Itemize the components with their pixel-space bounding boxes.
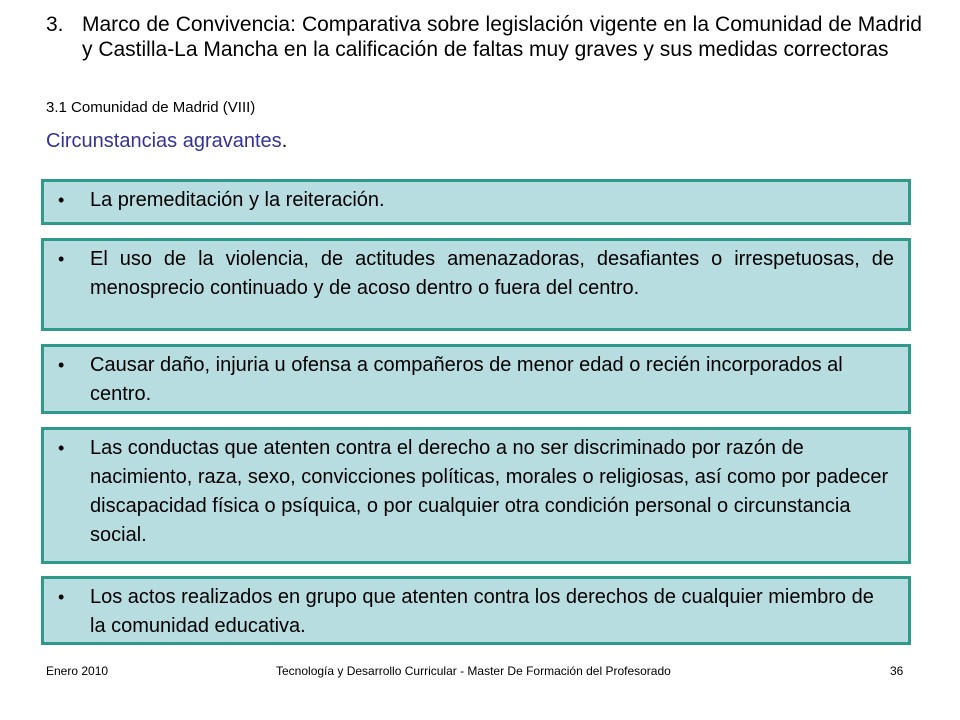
title-text: Marco de Convivencia: Comparativa sobre legislación vigente en la Comunidad de Madrid y Castilla-La Mancha en la calificación de faltas muy graves y sus medidas correctoras — [82, 13, 922, 61]
footer-page-number: 36 — [890, 664, 904, 678]
slide-title — [46, 12, 922, 62]
heading-text: Circunstancias agravantes — [46, 130, 282, 152]
bullet-text-2: El uso de la violencia, de actitudes amenazadoras, desafiantes o irrespetuosas, de menosprecio continuado y de acoso dentro o fuera del centro. — [90, 248, 894, 299]
bullet-text-1: La premeditación y la reiteración. — [90, 189, 385, 211]
bullet-icon: • — [58, 249, 65, 269]
section-heading — [46, 128, 287, 154]
bullet-icon: • — [58, 438, 65, 458]
bullet-box-2 — [41, 238, 911, 331]
bullet-text-4: Las conductas que atenten contra el derecho a no ser discriminado por razón de nacimiento, raza, sexo, convicciones políticas, morales o religiosas, así como por padecer discapacidad física o psíquica, o por cualquier otra condición personal o circunstancia social. — [90, 437, 889, 546]
footer-date: Enero 2010 — [46, 664, 109, 678]
bullet-icon: • — [58, 355, 65, 375]
title-number: 3. — [46, 13, 64, 36]
footer-course: Tecnología y Desarrollo Curricular - Master De Formación del Profesorado — [276, 664, 671, 678]
section-subtitle: 3.1 Comunidad de Madrid (VIII) — [46, 99, 256, 116]
heading-period: . — [281, 130, 288, 152]
bullet-box-1 — [41, 179, 911, 225]
bullet-icon: • — [58, 190, 65, 210]
bullet-text-5: Los actos realizados en grupo que atenten contra los derechos de cualquier miembro de la comunidad educativa. — [90, 586, 874, 637]
bullet-box-3 — [41, 344, 911, 414]
bullet-box-4 — [41, 427, 911, 564]
bullet-text-3: Causar daño, injuria u ofensa a compañeros de menor edad o recién incorporados al centro. — [90, 354, 843, 405]
bullet-box-5 — [41, 576, 911, 645]
bullet-icon: • — [58, 587, 65, 607]
